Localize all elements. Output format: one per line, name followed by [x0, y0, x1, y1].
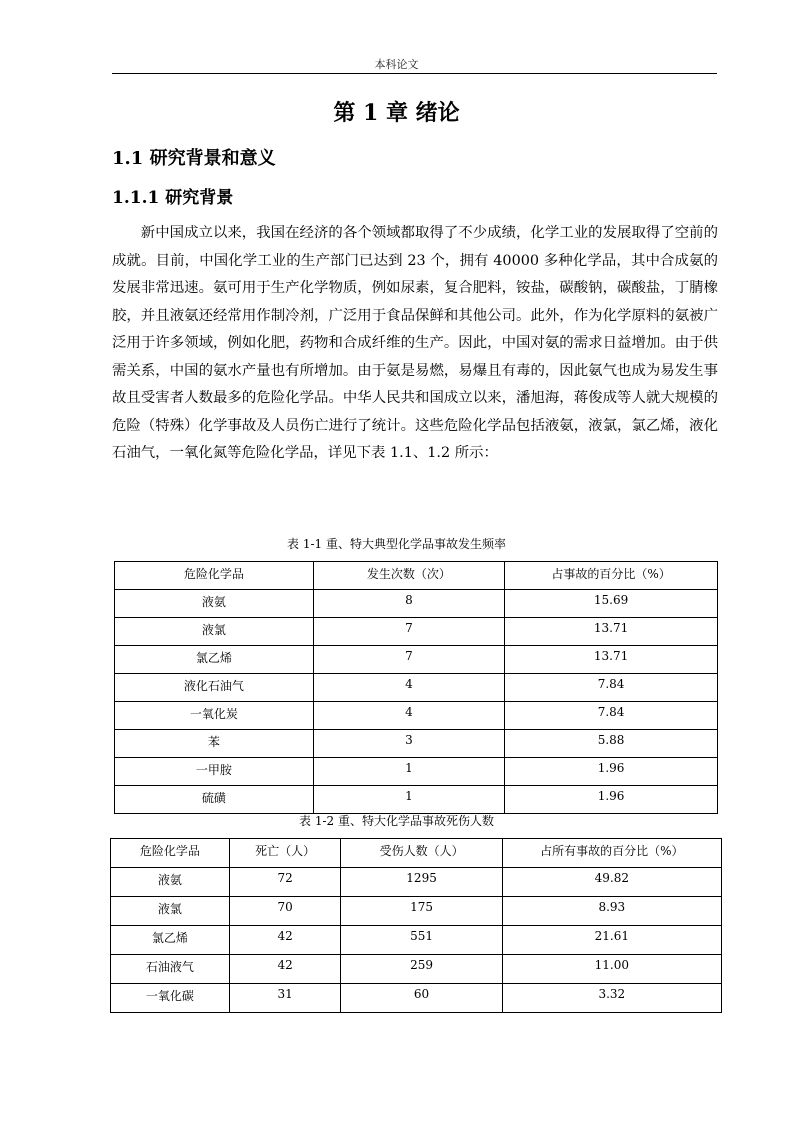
table-cell: 氯乙烯: [111, 926, 230, 955]
table-cell: 硫磺: [115, 786, 314, 814]
table-cell: 11.00: [502, 955, 721, 984]
table-cell: 8: [313, 590, 504, 618]
table-cell: 1295: [341, 868, 502, 897]
table-cell: 3.32: [502, 984, 721, 1013]
header-cell: 危险化学品: [115, 562, 314, 590]
table-row: [111, 955, 722, 984]
table-row: [115, 618, 718, 646]
table-row: [115, 758, 718, 786]
table-cell: 13.71: [505, 618, 718, 646]
table-row: [115, 646, 718, 674]
table-cell: 70: [229, 897, 341, 926]
header-cell: 占所有事故的百分比（%）: [502, 839, 721, 868]
table-header-row: [111, 839, 722, 868]
header-rule: [112, 73, 717, 74]
body-paragraph: 新中国成立以来，我国在经济的各个领域都取得了不少成绩，化学工业的发展取得了空前的成就。目前，中国化学工业的生产部门已达到 23 个，拥有 40000 多种化学品，其中合成氨的发展非常迅速。氨可用于生产化学物质，例如尿素，复合肥料，铵盐，碳酸钠，碳酸盐，丁腈橡胶，并且液氨还经常用作制冷剂，广泛用于食品保鲜和其他公司。此外，作为化学原料的氨被广泛用于许多领域，例如化肥，药物和合成纤维的生产。因此，中国对氨的需求日益增加。由于供需关系，中国的氨水产量也有所增加。由于氨是易燃，易爆且有毒的，因此氨气也成为易发生事故且受害者人数最多的危险化学品。中华人民共和国成立以来，潘旭海，蒋俊成等人就大规模的危险（特殊）化学事故及人员伤亡进行了统计。这些危险化学品包括液氨，液氯，氯乙烯，液化石油气，一氧化氮等危险化学品，详见下表 1.1、1.2 所示：: [112, 225, 718, 461]
table-cell: 3: [313, 730, 504, 758]
header-cell: 发生次数（次）: [313, 562, 504, 590]
table-cell: 5.88: [505, 730, 718, 758]
table-row: [115, 786, 718, 814]
table-cell: 一氧化炭: [115, 702, 314, 730]
table-cell: 7.84: [505, 702, 718, 730]
table-cell: 4: [313, 702, 504, 730]
table-cell: 15.69: [505, 590, 718, 618]
table-row: [111, 897, 722, 926]
table-row: [111, 926, 722, 955]
table-cell: 苯: [115, 730, 314, 758]
table-cell: 石油液气: [111, 955, 230, 984]
table-2-caption: 表 1-2 重、特大化学品事故死伤人数: [299, 814, 494, 828]
table-cell: 49.82: [502, 868, 721, 897]
table-cell: 60: [341, 984, 502, 1013]
header-cell: 危险化学品: [111, 839, 230, 868]
casualty-table: [110, 838, 722, 1013]
table-cell: 液氨: [115, 590, 314, 618]
table-cell: 4: [313, 674, 504, 702]
table-row: [115, 674, 718, 702]
header-cell: 受伤人数（人）: [341, 839, 502, 868]
table-row: [111, 984, 722, 1013]
table-row: [115, 590, 718, 618]
table-cell: 42: [229, 955, 341, 984]
table-cell: 1.96: [505, 786, 718, 814]
table-cell: 72: [229, 868, 341, 897]
table-cell: 13.71: [505, 646, 718, 674]
header-cell: 占事故的百分比（%）: [505, 562, 718, 590]
table-cell: 7: [313, 646, 504, 674]
page-header: 本科论文: [374, 58, 419, 71]
table-cell: 液氨: [111, 868, 230, 897]
table-cell: 31: [229, 984, 341, 1013]
section-title: 1.1 研究背景和意义: [112, 148, 276, 169]
table-cell: 551: [341, 926, 502, 955]
table-row: [111, 868, 722, 897]
table-cell: 8.93: [502, 897, 721, 926]
table-cell: 氯乙烯: [115, 646, 314, 674]
chapter-title: 第 1 章 绪论: [333, 100, 460, 126]
table-cell: 21.61: [502, 926, 721, 955]
subsection-title: 1.1.1 研究背景: [112, 188, 234, 208]
table-cell: 一氧化碳: [111, 984, 230, 1013]
table-cell: 液氯: [115, 618, 314, 646]
accident-frequency-table: [114, 561, 718, 814]
table-cell: 液氯: [111, 897, 230, 926]
table-cell: 1.96: [505, 758, 718, 786]
table-cell: 一甲胺: [115, 758, 314, 786]
table-row: [115, 702, 718, 730]
table-cell: 1: [313, 786, 504, 814]
table-cell: 1: [313, 758, 504, 786]
table-header-row: [115, 562, 718, 590]
table-cell: 259: [341, 955, 502, 984]
header-cell: 死亡（人）: [229, 839, 341, 868]
table-cell: 42: [229, 926, 341, 955]
table-cell: 7.84: [505, 674, 718, 702]
table-cell: 液化石油气: [115, 674, 314, 702]
table-cell: 7: [313, 618, 504, 646]
table-1-caption: 表 1-1 重、特大典型化学品事故发生频率: [287, 537, 506, 551]
table-cell: 175: [341, 897, 502, 926]
table-row: [115, 730, 718, 758]
